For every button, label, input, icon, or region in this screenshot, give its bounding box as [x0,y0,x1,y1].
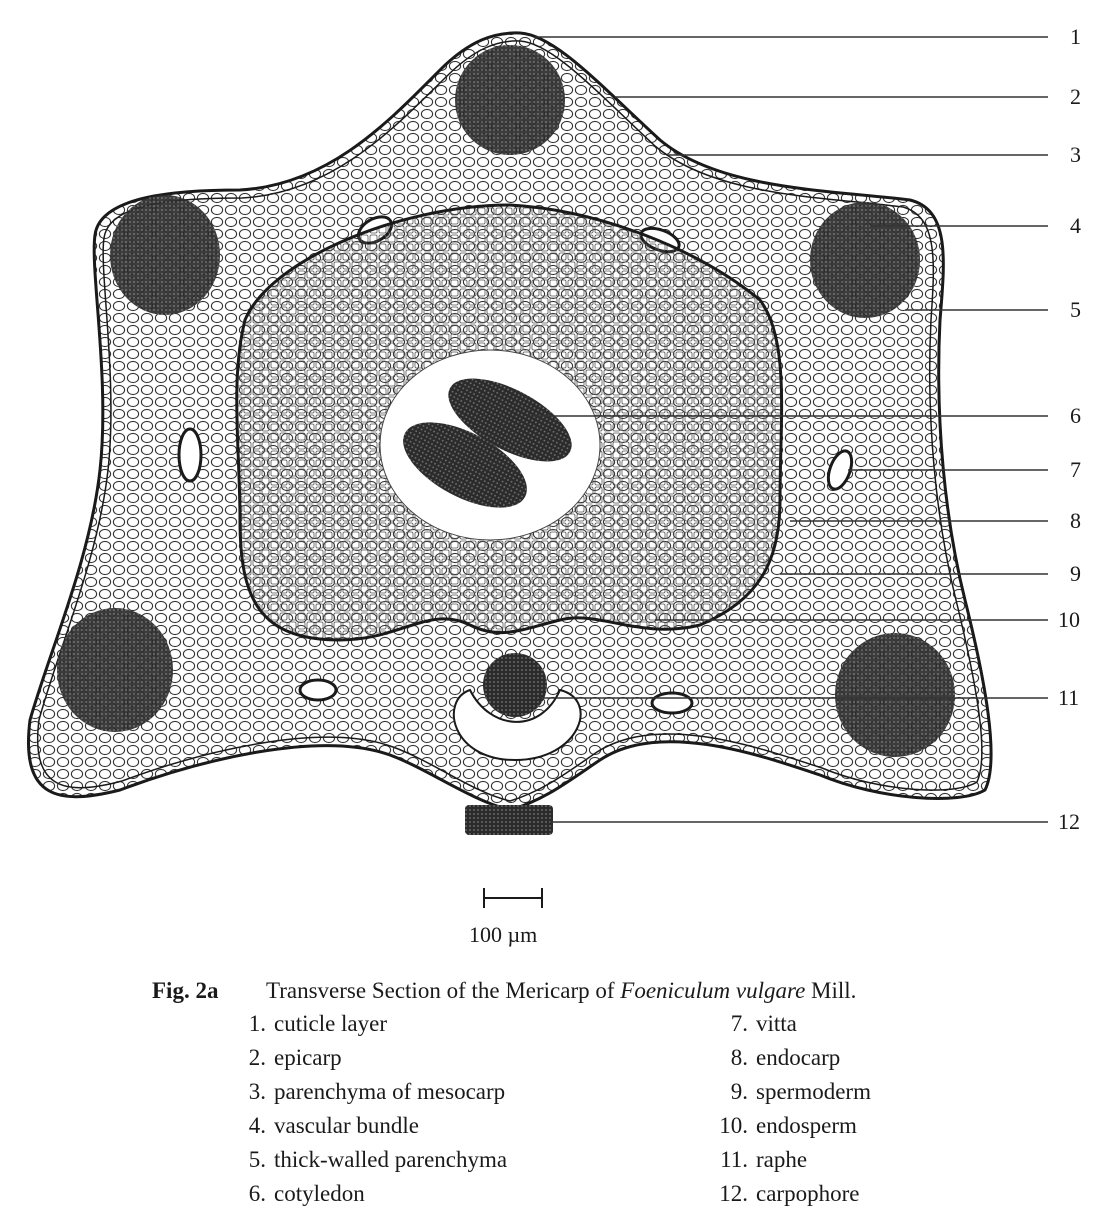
callout-number-3: 3 [1070,142,1081,167]
legend-item: 4. vascular bundle [248,1113,419,1138]
figure-label: Fig. 2a [152,978,219,1003]
title-text-end: Mill. [805,978,857,1003]
callout-number-10: 10 [1058,607,1080,632]
legend-item: 10. endosperm [719,1113,857,1138]
legend-item: 11. raphe [720,1147,808,1172]
vascular-bundle-upper-right [810,202,920,318]
raphe [483,653,547,717]
callout-number-6: 6 [1070,403,1081,428]
callout-number-7: 7 [1070,457,1081,482]
callout-number-8: 8 [1070,508,1081,533]
legend-item: 12. carpophore [719,1181,860,1206]
scale-bar [484,888,542,908]
callout-number-2: 2 [1070,84,1081,109]
legend-item: 8. endocarp [730,1045,841,1070]
callout-number-9: 9 [1070,561,1081,586]
vascular-bundle-lower-left [57,608,173,732]
scale-bar-label: 100 µm [469,922,538,947]
vitta [300,680,336,700]
vitta [179,429,201,481]
callout-number-12: 12 [1058,809,1080,834]
vascular-bundle-top [455,45,565,155]
legend-item: 3. parenchyma of mesocarp [248,1079,506,1104]
legend-item: 7. vitta [730,1011,797,1036]
title-text-start: Transverse Section of the Mericarp of [266,978,621,1003]
vascular-bundle-upper-left [110,195,220,315]
figure-title [266,978,856,1004]
legend-item: 9. spermoderm [730,1079,871,1104]
callout-number-4: 4 [1070,213,1081,238]
vascular-bundle-lower-right [835,633,955,757]
legend-item: 5. thick-walled parenchyma [248,1147,508,1172]
callout-number-11: 11 [1058,685,1080,710]
legend-item: 6. cotyledon [248,1181,365,1206]
callout-number-5: 5 [1070,297,1081,322]
vitta [652,693,692,713]
legend-item: 2. epicarp [248,1045,342,1070]
callout-number-1: 1 [1070,24,1081,49]
carpophore [465,805,553,835]
species-name: Foeniculum vulgare [620,978,806,1003]
legend-item: 1. cuticle layer [248,1011,388,1036]
